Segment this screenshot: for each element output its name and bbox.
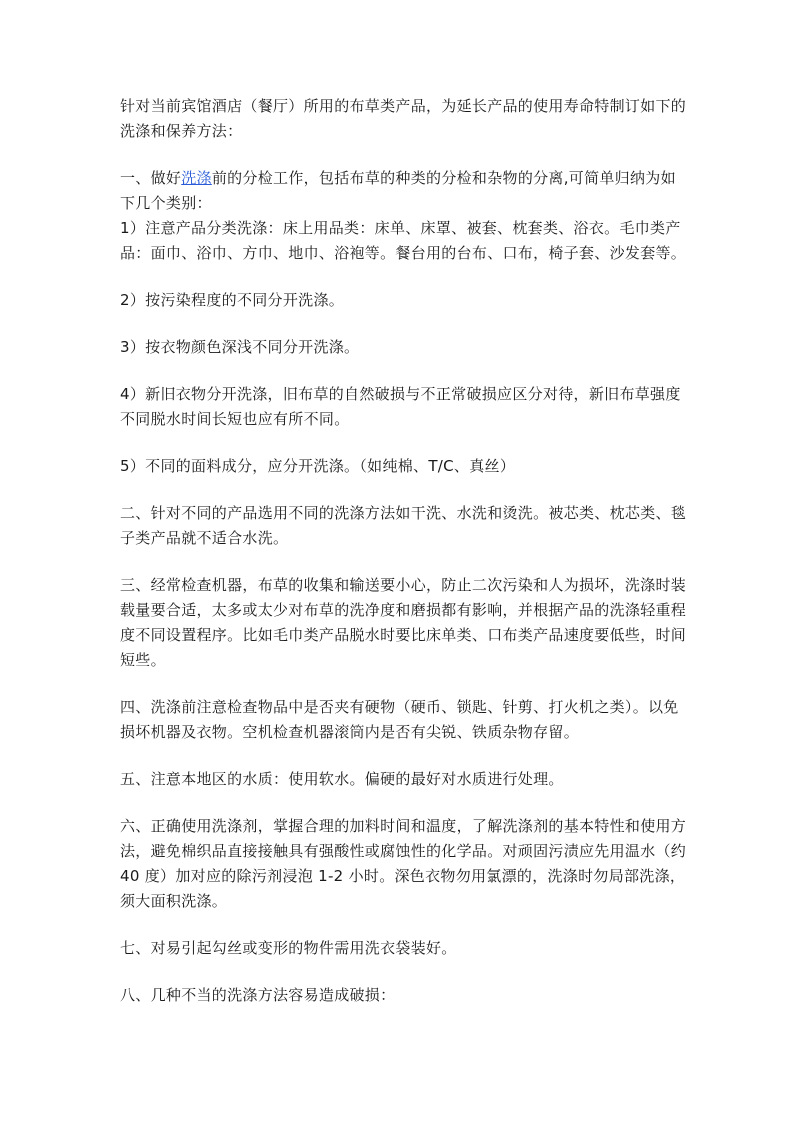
section-5-paragraph: 五、注意本地区的水质：使用软水。偏硬的最好对水质进行处理。 bbox=[120, 770, 564, 788]
section-4-paragraph: 四、洗涤前注意检查物品中是否夹有硬物（硬币、锁匙、针剪、打火机之类）。以免损坏机器及衣物。空机检查机器滚筒内是否有尖锐、铁质杂物存留。 bbox=[120, 698, 679, 741]
section-3-paragraph: 三、经常检查机器，布草的收集和输送要小心，防止二次污染和人为损坏，洗涤时装载量要合适，太多或太少对布草的洗净度和磨损都有影响，并根据产品的洗涤轻重程度不同设置程序。比如毛巾类产品脱水时要比床单类、口布类产品速度要低些，时间短些。 bbox=[120, 576, 687, 669]
section-1-item-5: 5）不同的面料成分，应分开洗涤。（如纯棉、T/C、真丝） bbox=[120, 457, 516, 475]
section-1-item-2: 2）按污染程度的不同分开洗涤。 bbox=[120, 291, 345, 309]
section-8-paragraph: 八、几种不当的洗涤方法容易造成破损： bbox=[120, 986, 396, 1004]
section-1-heading bbox=[120, 166, 690, 216]
section-1-suffix: 前的分检工作，包括布草的种类的分检和杂物的分离,可简单归纳为如下几个类别： bbox=[120, 169, 676, 212]
section-1-item-3: 3）按衣物颜色深浅不同分开洗涤。 bbox=[120, 338, 360, 356]
section-6-paragraph: 六、正确使用洗涤剂，掌握合理的加料时间和温度，了解洗涤剂的基本特性和使用方法，避免棉织品直接接触具有强酸性或腐蚀性的化学品。对顽固污渍应先用温水（约 40 度）加对应的除污剂浸泡 1-2 小时。深色衣物勿用氯漂的，洗涤时勿局部洗涤，须大面积洗涤。 bbox=[120, 817, 687, 910]
section-2-paragraph: 二、针对不同的产品选用不同的洗涤方法如干洗、水洗和烫洗。被芯类、枕芯类、毯子类产品就不适合水洗。 bbox=[120, 504, 687, 547]
section-1-item-1: 1）注意产品分类洗涤：床上用品类：床单、床罩、被套、枕套类、浴衣。毛巾类产品：面巾、浴巾、方巾、地巾、浴袍等。餐台用的台布、口布，椅子套、沙发套等。 bbox=[120, 219, 687, 262]
washing-link[interactable]: 洗涤 bbox=[181, 169, 212, 187]
section-1-prefix: 一、做好 bbox=[120, 169, 182, 187]
section-7-paragraph: 七、对易引起勾丝或变形的物件需用洗衣袋装好。 bbox=[120, 939, 457, 957]
document-body bbox=[120, 94, 690, 1030]
section-1-item-4: 4）新旧衣物分开洗涤，旧布草的自然破损与不正常破损应区分对待，新旧布草强度不同脱水时间长短也应有所不同。 bbox=[120, 385, 681, 428]
intro-paragraph: 针对当前宾馆酒店（餐厅）所用的布草类产品，为延长产品的使用寿命特制订如下的洗涤和保养方法： bbox=[120, 97, 687, 140]
